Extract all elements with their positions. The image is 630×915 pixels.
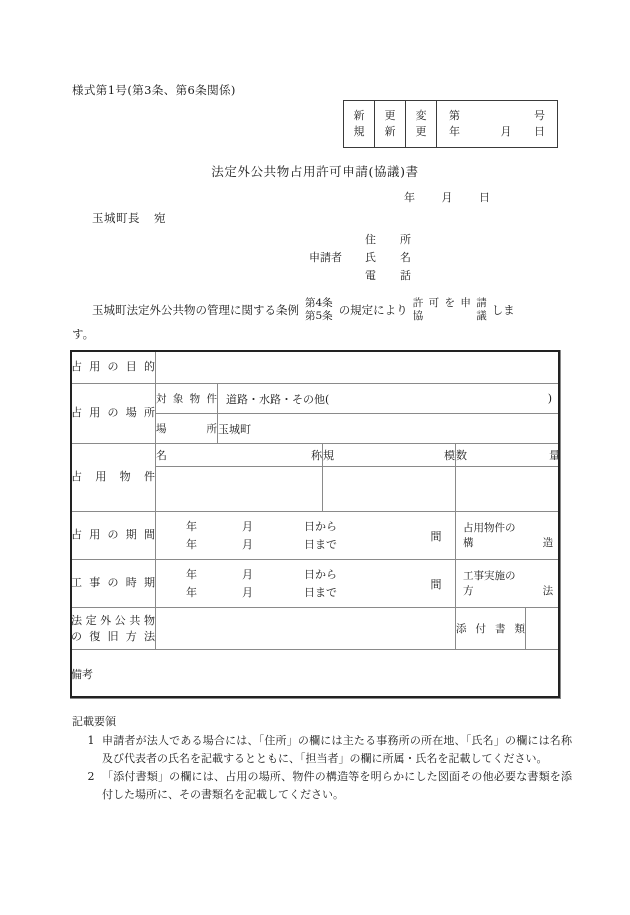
permit-date-line	[447, 124, 547, 140]
applicant-phone-label	[365, 267, 411, 285]
classification-option-new[interactable]	[344, 101, 375, 147]
period-from-year: 年	[186, 519, 197, 533]
column-header-scale: 規 模	[323, 444, 456, 467]
label-work-method	[456, 560, 561, 608]
action-option-permit	[413, 297, 487, 310]
value-target-object[interactable]	[218, 384, 561, 414]
note-item	[72, 768, 572, 804]
period-to-row	[162, 536, 423, 554]
value-object-scale[interactable]	[323, 467, 456, 512]
sublabel-target-object: 対象物件	[156, 384, 218, 414]
restore-label-line1: 法定外公共物	[71, 614, 155, 628]
period-dates	[162, 518, 423, 554]
table-row-object-headers	[71, 444, 561, 467]
option-renewal-char1: 更	[384, 109, 396, 123]
table-row-remarks	[71, 650, 561, 699]
notes-title: 記載要領	[72, 715, 116, 728]
applicant-block	[309, 231, 411, 284]
permit-number-line	[447, 108, 547, 124]
option-new-char2: 規	[353, 125, 365, 138]
target-object-inner	[218, 391, 560, 407]
work-from-row	[162, 566, 423, 584]
addressee-suffix: 宛	[154, 211, 166, 225]
work-from-year: 年	[186, 567, 197, 581]
application-date-year: 年	[404, 191, 416, 204]
period-to-month: 月	[242, 537, 253, 551]
target-object-text: 道路・水路・その他(	[226, 392, 330, 406]
permit-date-day: 日	[534, 125, 545, 138]
note-number: 2	[87, 770, 95, 784]
addressee	[92, 210, 166, 226]
name-char2: 名	[400, 250, 411, 264]
label-location: 占用の場所	[71, 384, 156, 444]
statement-paragraph	[72, 297, 562, 343]
structure-label-inner	[456, 521, 560, 550]
work-method-label-line1: 工事実施の	[463, 569, 516, 582]
label-object: 占用物件	[71, 444, 156, 512]
applicant-name-row	[309, 249, 411, 267]
article-option-2: 第5条	[305, 310, 333, 323]
statement-tail2: す。	[72, 326, 95, 341]
period-unit: 間	[430, 529, 442, 543]
structure-char1: 構	[463, 536, 474, 549]
address-char1: 住	[365, 233, 376, 246]
period-from-day: 日から	[304, 519, 337, 533]
work-method-label-line2	[463, 584, 553, 599]
statement-line	[72, 297, 562, 324]
applicant-label: 申請者	[309, 250, 342, 264]
label-restore-method	[71, 608, 156, 650]
note-number: 1	[87, 733, 95, 747]
table-row-restore	[71, 608, 561, 650]
work-period-dates	[162, 566, 423, 602]
permit-number-suffix: 号	[534, 109, 545, 123]
permit-date-year: 年	[449, 125, 460, 138]
classification-box	[343, 100, 558, 148]
address-char2: 所	[400, 233, 411, 246]
option-change-char1: 変	[415, 109, 427, 123]
value-period[interactable]	[156, 512, 456, 560]
remarks-label: 備考	[71, 668, 93, 681]
classification-option-change[interactable]	[406, 101, 437, 147]
period-to-year: 年	[186, 537, 197, 551]
column-header-name: 名 称	[156, 444, 323, 467]
consult-char2: 議	[476, 310, 487, 323]
applicant-name-label	[365, 249, 411, 267]
statement-middle: の規定により	[338, 302, 408, 317]
structure-char2: 造	[542, 536, 554, 549]
work-to-day: 日まで	[304, 585, 337, 599]
permit-char2: 可	[428, 297, 440, 309]
phone-char2: 話	[400, 268, 411, 282]
structure-label-line2	[463, 536, 553, 551]
note-text: 「添付書類」の欄には、占用の場所、物件の構造等を明らかにした図面その他必要な書類を添付した場所に、その書類名を記載してください。	[102, 770, 572, 802]
table-row-period	[71, 512, 561, 560]
phone-char1: 電	[365, 268, 376, 282]
article-option-1: 第4条	[305, 297, 333, 309]
target-object-close-paren: )	[547, 392, 553, 405]
permit-date-month: 月	[500, 125, 512, 138]
application-date-line	[404, 189, 491, 205]
period-from-row	[162, 518, 423, 536]
action-selector[interactable]	[413, 297, 487, 324]
table-row-target-object	[71, 384, 561, 414]
value-work-period[interactable]	[156, 560, 456, 608]
value-object-quantity[interactable]	[456, 467, 561, 512]
work-from-day: 日から	[304, 567, 337, 581]
work-method-char1: 方	[463, 584, 474, 597]
application-date-month: 月	[441, 191, 453, 204]
label-structure	[456, 512, 561, 560]
note-text: 申請者が法人である場合には、「住所」の欄には主たる事務所の所在地、「氏名」の欄には名称及び代表者の氏名を記載するとともに、「担当者」の欄に所属・氏名を記載してください。	[102, 733, 572, 765]
value-attachment[interactable]	[526, 608, 561, 650]
sublabel-place: 場 所	[156, 414, 218, 444]
notes-section	[72, 713, 572, 804]
option-new-char1: 新	[353, 109, 365, 123]
name-char1: 氏	[365, 250, 376, 264]
permit-char4: 申	[460, 297, 471, 309]
work-to-row	[162, 584, 423, 602]
work-method-label-inner	[456, 569, 560, 598]
application-table	[70, 350, 561, 699]
work-method-char2: 法	[542, 584, 554, 597]
label-purpose: 占用の目的	[71, 351, 156, 384]
article-selector[interactable]	[305, 297, 333, 324]
permit-char1: 許	[412, 297, 424, 309]
work-from-month: 月	[242, 567, 253, 581]
statement-tail: しま	[491, 302, 515, 317]
remarks-cell[interactable]	[71, 650, 561, 699]
column-header-quantity: 数 量	[456, 444, 561, 467]
form-number: 様式第1号(第3条、第6条関係)	[72, 83, 236, 97]
structure-label-line1: 占用物件の	[463, 521, 516, 534]
period-to-day: 日まで	[304, 537, 337, 551]
work-to-year: 年	[186, 585, 197, 599]
note-item	[72, 732, 572, 768]
document-title: 法定外公共物占用許可申請(協議)書	[211, 164, 419, 179]
period-inner	[156, 518, 455, 554]
table-row-work-period	[71, 560, 561, 608]
permit-number-prefix: 第	[449, 109, 460, 123]
work-period-unit: 間	[430, 577, 442, 591]
consult-char1: 協	[412, 310, 424, 323]
permit-char5: 請	[476, 297, 487, 309]
applicant-address-row	[309, 231, 411, 249]
table-row-purpose	[71, 351, 561, 384]
work-to-month: 月	[242, 585, 253, 599]
permit-number-area[interactable]	[437, 101, 557, 147]
period-from-month: 月	[242, 519, 253, 533]
option-renewal-char2: 新	[384, 125, 396, 138]
application-date-day: 日	[479, 191, 491, 204]
applicant-address-label	[365, 231, 411, 249]
value-place[interactable]: 玉城町	[218, 414, 561, 444]
classification-option-renewal[interactable]	[375, 101, 406, 147]
label-period: 占用の期間	[71, 512, 156, 560]
addressee-name: 玉城町長	[92, 211, 140, 225]
value-purpose[interactable]	[156, 351, 561, 384]
restore-label-line2: の復旧方法	[71, 629, 155, 643]
work-period-inner	[156, 566, 455, 602]
applicant-phone-row	[309, 267, 411, 285]
statement-lead: 玉城町法定外公共物の管理に関する条例	[92, 302, 299, 317]
label-work-period: 工事の時期	[71, 560, 156, 608]
option-change-char2: 更	[415, 125, 427, 138]
value-object-name[interactable]	[156, 467, 323, 512]
label-attachment: 添付書類	[456, 608, 526, 650]
permit-char3: を	[444, 297, 455, 309]
action-option-consult	[413, 310, 487, 323]
value-restore-method[interactable]	[156, 608, 456, 650]
